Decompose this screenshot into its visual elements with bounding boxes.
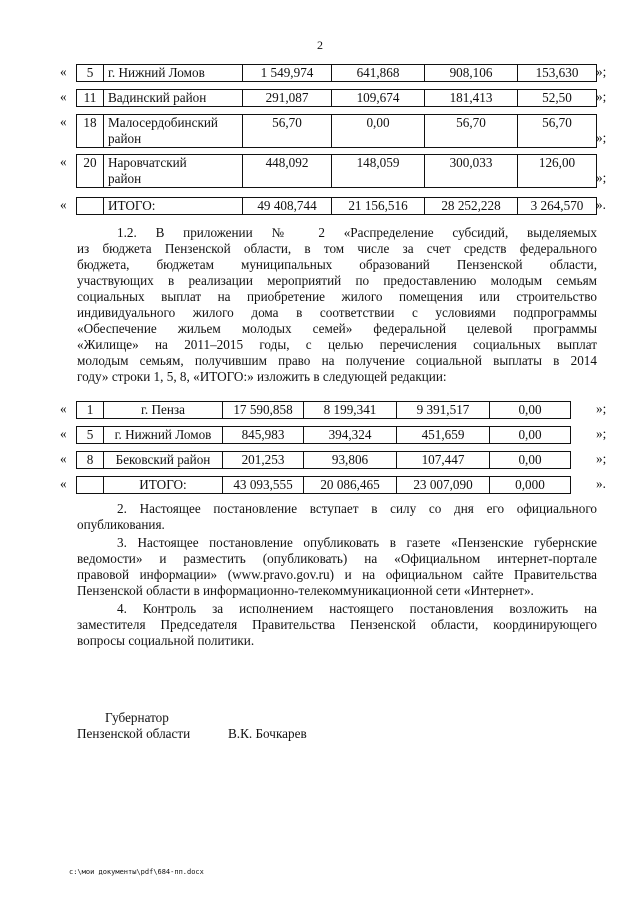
value-total: 201,253 xyxy=(223,452,304,469)
row-number xyxy=(77,198,104,215)
paragraph-line: бюджета, бюджетам муниципальных образований Пензенской области, xyxy=(77,257,597,272)
row-number: 5 xyxy=(77,65,104,82)
paragraph-line: вопросы социальной политики. xyxy=(77,633,255,648)
quote-close: »; xyxy=(596,401,607,416)
value-total: 49 408,744 xyxy=(243,198,332,215)
row-number xyxy=(77,477,104,494)
table1-row-table xyxy=(76,64,597,82)
value-local: 153,630 xyxy=(518,65,597,82)
paragraph-1-2 xyxy=(77,225,597,385)
row-territory xyxy=(104,90,243,107)
row-territory: ИТОГО: xyxy=(104,477,223,494)
row-number: 18 xyxy=(77,115,104,148)
paragraph-line: Пензенской области в информационно-телекоммуникационной сети «Интернет». xyxy=(77,583,534,598)
page-number: 2 xyxy=(317,38,323,52)
paragraph-line: правовой информации» (www.pravo.gov.ru) и на официальном сайте Правительства xyxy=(77,567,597,582)
value-local: 0,000 xyxy=(490,477,571,494)
value-federal: 148,059 xyxy=(332,155,425,188)
value-federal: 21 156,516 xyxy=(332,198,425,215)
row-territory: г. Пенза xyxy=(104,402,223,419)
quote-close: ». xyxy=(596,197,606,212)
paragraph-line: «Обеспечение жильем молодых семей» федеральной целевой программы xyxy=(77,321,597,336)
table1-row-table xyxy=(76,89,597,107)
table1-row-table xyxy=(76,197,597,215)
quote-close: »; xyxy=(596,89,607,104)
quote-open: « xyxy=(60,114,67,129)
table1-row-table xyxy=(76,154,597,188)
paragraph-line: ведомости» и разместить (опубликовать) на «Официальном интернет-портале xyxy=(77,551,597,566)
table2-row-table xyxy=(76,401,571,419)
quote-open: « xyxy=(60,64,67,79)
paragraph-2 xyxy=(77,501,597,533)
quote-open: « xyxy=(60,451,67,466)
value-federal: 394,324 xyxy=(304,427,397,444)
value-total: 17 590,858 xyxy=(223,402,304,419)
value-regional: 9 391,517 xyxy=(397,402,490,419)
paragraph-line: участвующих в реализации мероприятий по предоставлению молодым семьям xyxy=(77,273,597,288)
quote-open: « xyxy=(60,154,67,169)
quote-close: »; xyxy=(596,64,607,79)
paragraph-line: индивидуального жилого дома в соответствии с условиями подпрограммы xyxy=(77,305,597,320)
value-total: 56,70 xyxy=(243,115,332,148)
paragraph-line: из бюджета Пензенской области, в том числе за счет средств федерального xyxy=(77,241,597,256)
territory-line: г. Нижний Ломов xyxy=(108,65,205,80)
signature-title-line2: Пензенской области xyxy=(77,726,191,741)
row-number: 11 xyxy=(77,90,104,107)
value-total: 1 549,974 xyxy=(243,65,332,82)
territory-line: Вадинский район xyxy=(108,90,207,105)
quote-open: « xyxy=(60,476,67,491)
quote-close: ». xyxy=(596,476,606,491)
table2-row-table xyxy=(76,476,571,494)
paragraph-line: 1.2. В приложении № 2 «Распределение субсидий, выделяемых xyxy=(117,225,597,240)
value-federal: 8 199,341 xyxy=(304,402,397,419)
value-regional: 300,033 xyxy=(425,155,518,188)
value-federal: 93,806 xyxy=(304,452,397,469)
value-local: 52,50 xyxy=(518,90,597,107)
quote-close: »; xyxy=(596,426,607,441)
row-territory: Бековский район xyxy=(104,452,223,469)
signature-name: В.К. Бочкарев xyxy=(228,726,307,741)
value-local: 56,70 xyxy=(518,115,597,148)
paragraph-line: 4. Контроль за исполнением настоящего постановления возложить на xyxy=(117,601,597,616)
quote-open: « xyxy=(60,426,67,441)
row-territory: г. Нижний Ломов xyxy=(104,427,223,444)
paragraph-line: молодым семьям, получившим право на получение социальной выплаты в 2014 xyxy=(77,353,597,368)
value-federal: 641,868 xyxy=(332,65,425,82)
quote-open: « xyxy=(60,401,67,416)
footer-file-path: c:\мои документы\pdf\684-пп.docx xyxy=(69,868,204,876)
row-territory xyxy=(104,65,243,82)
value-federal: 0,00 xyxy=(332,115,425,148)
value-regional: 181,413 xyxy=(425,90,518,107)
table2-row-table xyxy=(76,426,571,444)
value-federal: 109,674 xyxy=(332,90,425,107)
value-total: 448,092 xyxy=(243,155,332,188)
value-regional: 28 252,228 xyxy=(425,198,518,215)
value-local: 0,00 xyxy=(490,427,571,444)
paragraph-3 xyxy=(77,535,597,599)
row-number: 5 xyxy=(77,427,104,444)
paragraph-line: опубликования. xyxy=(77,517,165,532)
row-number: 20 xyxy=(77,155,104,188)
table1-row-table xyxy=(76,114,597,148)
value-local: 126,00 xyxy=(518,155,597,188)
row-number: 8 xyxy=(77,452,104,469)
territory-line: район xyxy=(108,131,142,146)
value-regional: 451,659 xyxy=(397,427,490,444)
value-regional: 56,70 xyxy=(425,115,518,148)
value-local: 3 264,570 xyxy=(518,198,597,215)
row-territory xyxy=(104,198,243,215)
table2-row-table xyxy=(76,451,571,469)
value-regional: 908,106 xyxy=(425,65,518,82)
paragraph-line: социальных выплат на приобретение жилого помещения или строительство xyxy=(77,289,597,304)
value-total: 291,087 xyxy=(243,90,332,107)
quote-close: »; xyxy=(596,130,607,145)
paragraph-line: «Жилище» на 2011–2015 годы, с целью перечисления социальных выплат xyxy=(77,337,597,352)
value-regional: 23 007,090 xyxy=(397,477,490,494)
value-total: 845,983 xyxy=(223,427,304,444)
value-local: 0,00 xyxy=(490,452,571,469)
territory-line: Малосердобинский xyxy=(108,115,218,130)
paragraph-line: 2. Настоящее постановление вступает в силу со дня его официального xyxy=(117,501,597,516)
quote-close: »; xyxy=(596,451,607,466)
row-territory xyxy=(104,155,243,188)
quote-open: « xyxy=(60,197,67,212)
paragraph-line: году» строки 1, 5, 8, «ИТОГО:» изложить в следующей редакции: xyxy=(77,369,447,384)
value-regional: 107,447 xyxy=(397,452,490,469)
paragraph-line: заместителя Председателя Правительства Пензенской области, координирующего xyxy=(77,617,597,632)
quote-close: »; xyxy=(596,170,607,185)
row-territory xyxy=(104,115,243,148)
value-federal: 20 086,465 xyxy=(304,477,397,494)
quote-open: « xyxy=(60,89,67,104)
value-total: 43 093,555 xyxy=(223,477,304,494)
paragraph-4 xyxy=(77,601,597,649)
paragraph-line: 3. Настоящее постановление опубликовать в газете «Пензенские губернские xyxy=(117,535,597,550)
signature-title-line1: Губернатор xyxy=(105,710,169,725)
value-local: 0,00 xyxy=(490,402,571,419)
territory-line: Наровчатский xyxy=(108,155,187,170)
row-number: 1 xyxy=(77,402,104,419)
territory-line: ИТОГО: xyxy=(108,198,156,213)
territory-line: район xyxy=(108,171,142,186)
